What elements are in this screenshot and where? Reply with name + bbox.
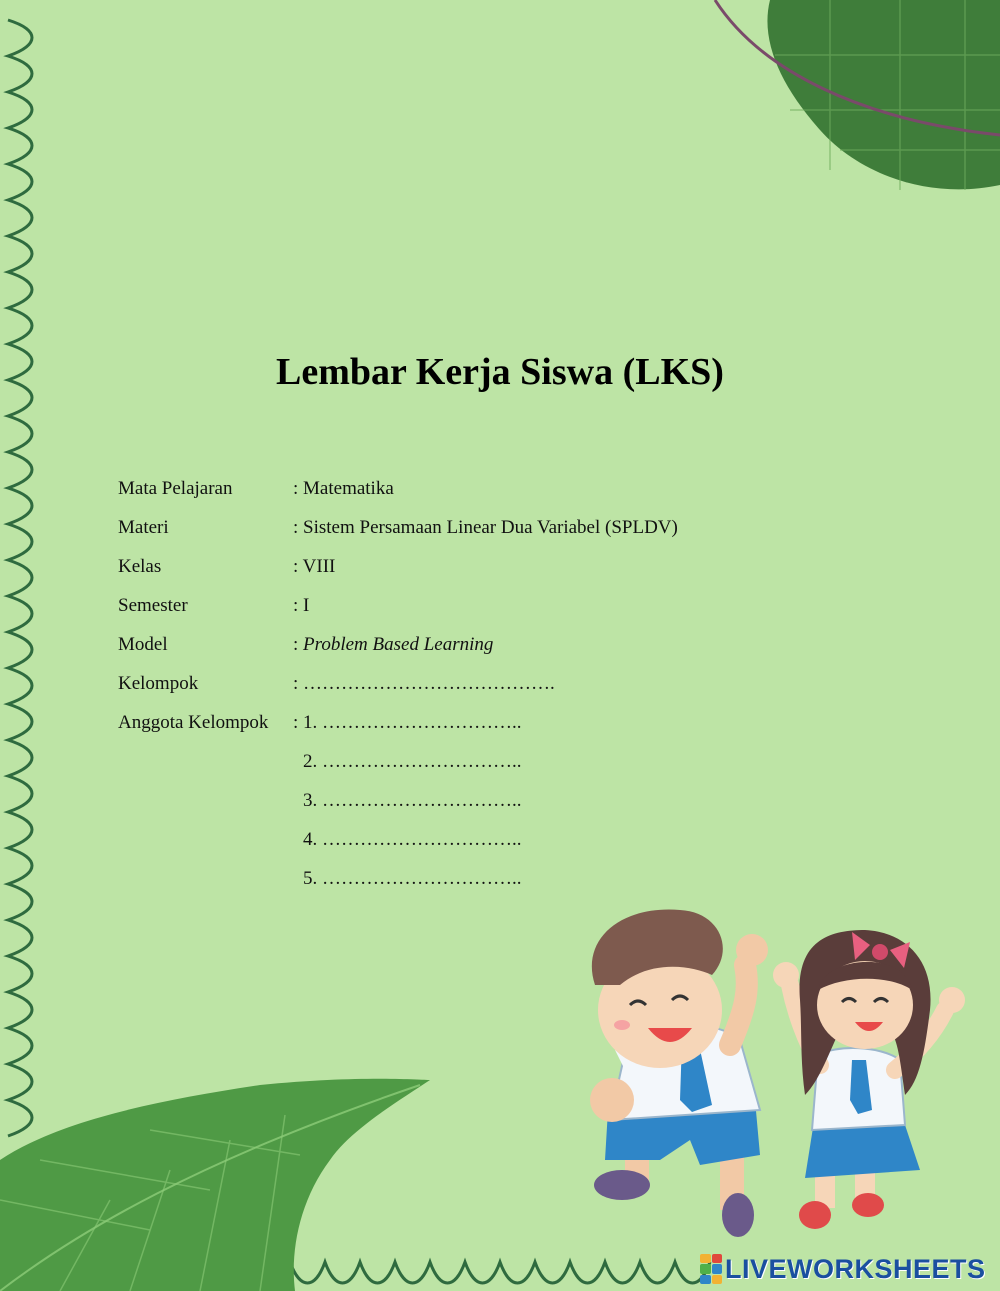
model-value: Problem Based Learning — [303, 634, 494, 655]
liveworksheets-logo-icon — [700, 1254, 722, 1284]
class-value: : VIII — [293, 556, 336, 577]
member-field-3[interactable]: 3. ………………………….. — [303, 790, 522, 811]
page-title: Lembar Kerja Siswa (LKS) — [276, 351, 724, 393]
liveworksheets-brand[interactable] — [700, 1252, 986, 1286]
member-field-4[interactable]: 4. ………………………….. — [303, 829, 522, 850]
subject-label: Mata Pelajaran — [118, 478, 233, 499]
members-label: Anggota Kelompok — [118, 712, 269, 733]
member-field-2[interactable]: 2. ………………………….. — [303, 751, 522, 772]
semester-value: : I — [293, 595, 310, 616]
squiggle-left-border-icon — [8, 20, 32, 1136]
semester-label: Semester — [118, 595, 188, 616]
member-field-1[interactable]: : 1. ………………………….. — [293, 712, 522, 733]
squiggle-bottom-border-icon — [290, 1262, 710, 1283]
material-value: : Sistem Persamaan Linear Dua Variabel (SPLDV) — [293, 517, 678, 538]
students-illustration-icon — [590, 910, 965, 1237]
class-label: Kelas — [118, 556, 162, 577]
model-prefix: : — [293, 634, 304, 655]
brand-text: LIVEWORKSHEETS — [725, 1253, 986, 1284]
group-value-field[interactable]: : …………………………………. — [293, 673, 555, 694]
member-field-5[interactable]: 5. ………………………….. — [303, 868, 522, 889]
subject-value: : Matematika — [293, 478, 394, 499]
model-value-wrap — [293, 634, 493, 656]
material-label: Materi — [118, 517, 169, 538]
group-label: Kelompok — [118, 673, 199, 694]
leaf-top-right-icon — [715, 0, 1000, 190]
leaf-bottom-left-icon — [0, 1079, 430, 1291]
model-label: Model — [118, 634, 168, 655]
